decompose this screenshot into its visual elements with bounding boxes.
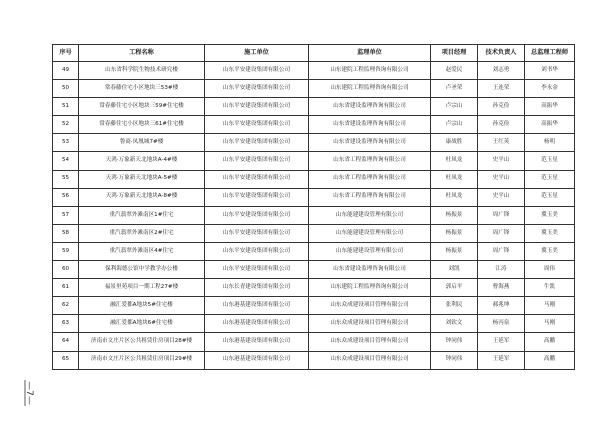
table-cell: 山东平安建设集团有限公司 [205,242,309,260]
table-cell: 常春藤住宅小区地块三53#楼 [79,80,205,98]
table-cell: 57 [53,206,79,224]
table-cell: 鲁商·凤凰城7#楼 [79,134,205,152]
table-cell: 61 [53,279,79,297]
table-cell: 重汽翡翠外滩南区2#住宅 [79,224,205,242]
table-cell: 山东建院工程监理咨询有限公司 [309,279,431,297]
table-cell: 范玉星 [525,170,575,188]
table-row [53,297,575,315]
table-cell: 60 [53,261,79,279]
table-row [53,333,575,351]
table-cell: 山东港基建设集团有限公司 [205,351,309,369]
table-row [53,279,575,297]
table-row [53,134,575,152]
table-cell: 63 [53,315,79,333]
table-cell: 王红英 [478,134,525,152]
table-cell: 山东省建设监理咨询有限公司 [309,98,431,116]
column-header: 总监理工程师 [525,45,575,62]
table-cell: 56 [53,188,79,206]
table-cell: 山东省建设监理咨询有限公司 [309,261,431,279]
table-row [53,98,575,116]
table-cell: 杜凤龙 [431,188,478,206]
table-cell: 山东平安建设集团有限公司 [205,224,309,242]
table-cell: 杨明 [525,134,575,152]
table-cell: 杨振景 [431,242,478,260]
table-cell: 冀玉美 [525,224,575,242]
table-cell: 杨丙泉 [478,315,525,333]
table-cell: 融汇爱都A地块6#住宅楼 [79,315,205,333]
table-cell: 山东平安建设集团有限公司 [205,80,309,98]
table-cell: 高鹏 [525,333,575,351]
table-cell: 福景里苑项目一期工程27#楼 [79,279,205,297]
table-cell: 64 [53,333,79,351]
table-cell: 山东省建设监理咨询有限公司 [309,134,431,152]
table-cell: 山东能建建设管理有限公司 [309,206,431,224]
table-cell: 山东平安建设集团有限公司 [205,261,309,279]
table-cell: 牛凯 [525,279,575,297]
table-cell: 张利民 [431,297,478,315]
table-cell: 重汽翡翠外滩南区4#住宅 [79,242,205,260]
table-cell: 曹海燕 [478,279,525,297]
table-cell: 史平山 [478,188,525,206]
project-table [52,44,575,370]
table-cell: 融汇爱都A地块5#住宅楼 [79,297,205,315]
table-cell: 王延军 [478,333,525,351]
table-cell: 常春藤住宅小区地块三59#住宅楼 [79,98,205,116]
table-cell: 王连荣 [478,80,525,98]
table-cell: 山东平安建设集团有限公司 [205,206,309,224]
table-cell: 郭启平 [431,279,478,297]
table-cell: 史平山 [478,152,525,170]
table-cell: 山东平安建设集团有限公司 [205,62,309,80]
table-cell: 王延军 [478,351,525,369]
table-cell: 刘书华 [525,62,575,80]
table-cell: 山东建院工程监理咨询有限公司 [309,80,431,98]
table-cell: 50 [53,80,79,98]
table-row [53,315,575,333]
column-header: 施工单位 [205,45,309,62]
column-header: 工程名称 [79,45,205,62]
table-cell: 山东港基建设集团有限公司 [205,297,309,315]
table-cell: 天鸿·万象新天北地块A-4#楼 [79,152,205,170]
table-row [53,351,575,369]
table-cell: 马刚 [525,315,575,333]
table-cell: 赵爱民 [431,62,478,80]
table-cell: 周伟 [525,261,575,279]
table-cell: 山东平安建设集团有限公司 [205,98,309,116]
table-cell: 李永金 [525,80,575,98]
table-cell: 保利海德公馆中学教学办公楼 [79,261,205,279]
table-cell: 范玉星 [525,152,575,170]
table-cell: 53 [53,134,79,152]
table-cell: 周广锋 [478,242,525,260]
table-cell: 天鸿·万象新天北地块A-8#楼 [79,188,205,206]
table-cell: 刘志勇 [478,62,525,80]
table-cell: 54 [53,152,79,170]
table-row [53,261,575,279]
table-cell: 常春藤住宅小区地块三61#住宅楼 [79,116,205,134]
table-cell: 山东平安建设集团有限公司 [205,152,309,170]
table-cell: 马刚 [525,297,575,315]
table-cell: 冀玉美 [525,206,575,224]
table-row [53,62,575,80]
table-cell: 55 [53,170,79,188]
table-cell: 山东平安建设集团有限公司 [205,170,309,188]
table-cell: 钟同伟 [431,333,478,351]
table-cell: 山东平安建设集团有限公司 [205,116,309,134]
table-cell: 周广锋 [478,206,525,224]
table-cell: 58 [53,224,79,242]
column-header: 技术负责人 [478,45,525,62]
table-cell: 51 [53,98,79,116]
table-cell: 杨振景 [431,224,478,242]
table-cell: 钟同伟 [431,351,478,369]
table-cell: 山东省建设监理咨询有限公司 [309,116,431,134]
table-cell: 山东港基建设集团有限公司 [205,315,309,333]
column-header: 序号 [53,45,79,62]
table-cell: 高鹏 [525,351,575,369]
column-header: 监理单位 [309,45,431,62]
table-cell: 65 [53,351,79,369]
table-cell: 山东平安建设集团有限公司 [205,188,309,206]
table-cell: 济南市文庄片区公共租赁住房项目28#楼 [79,333,205,351]
table-cell: 天鸿·万象新天北地块A-5#楼 [79,170,205,188]
table-row [53,188,575,206]
table-row [53,206,575,224]
table-cell: 杜凤龙 [431,170,478,188]
table-body [53,62,575,370]
table-cell: 重汽翡翠外滩南区1#住宅 [79,206,205,224]
table-cell: 杨振景 [431,206,478,224]
table-row [53,80,575,98]
table-cell: 卢宗山 [431,116,478,134]
table-row [53,224,575,242]
table-row [53,116,575,134]
table-cell: 山东众成建设项目管理有限公司 [309,333,431,351]
document-sheet [52,44,574,370]
table-cell: 49 [53,62,79,80]
table-row [53,170,575,188]
table-cell: 山东众成建设项目管理有限公司 [309,297,431,315]
table-cell: 山东建院工程监理咨询有限公司 [309,62,431,80]
table-cell: 杜凤龙 [431,152,478,170]
column-header: 项目经理 [431,45,478,62]
table-cell: 52 [53,116,79,134]
table-cell: 郝兆坤 [478,297,525,315]
page-number-mark [22,378,36,408]
table-cell: 62 [53,297,79,315]
table-cell: 江涛 [478,261,525,279]
table-cell: 山东省科学院生物技术研究楼 [79,62,205,80]
table-cell: 周广锋 [478,224,525,242]
table-cell: 高振华 [525,98,575,116]
page-number-text: —7— [24,381,34,405]
table-cell: 孙克俭 [478,116,525,134]
table-row [53,242,575,260]
table-cell: 卢宗山 [431,98,478,116]
table-row [53,152,575,170]
table-cell: 59 [53,242,79,260]
table-cell: 济南市文庄片区公共租赁住房项目29#楼 [79,351,205,369]
table-cell: 史平山 [478,170,525,188]
table-cell: 卢圣荣 [431,80,478,98]
table-cell: 山东能建建设管理有限公司 [309,242,431,260]
table-cell: 刘钦文 [431,315,478,333]
table-cell: 山东省工程监理咨询有限公司 [309,170,431,188]
table-cell: 康战胜 [431,134,478,152]
table-cell: 高振华 [525,116,575,134]
table-cell: 山东众成建设项目管理有限公司 [309,315,431,333]
table-cell: 孙克俭 [478,98,525,116]
table-cell: 刘凯 [431,261,478,279]
table-cell: 山东港基建设集团有限公司 [205,333,309,351]
table-cell: 山东能建建设管理有限公司 [309,224,431,242]
table-cell: 范玉星 [525,188,575,206]
table-cell: 山东省工程监理咨询有限公司 [309,188,431,206]
table-cell: 冀玉美 [525,242,575,260]
table-cell: 山东省工程监理咨询有限公司 [309,152,431,170]
table-cell: 山东平安建设集团有限公司 [205,134,309,152]
table-cell: 山东长青建设集团有限公司 [205,279,309,297]
table-cell: 山东众成建设项目管理有限公司 [309,351,431,369]
table-header-row [53,45,575,62]
